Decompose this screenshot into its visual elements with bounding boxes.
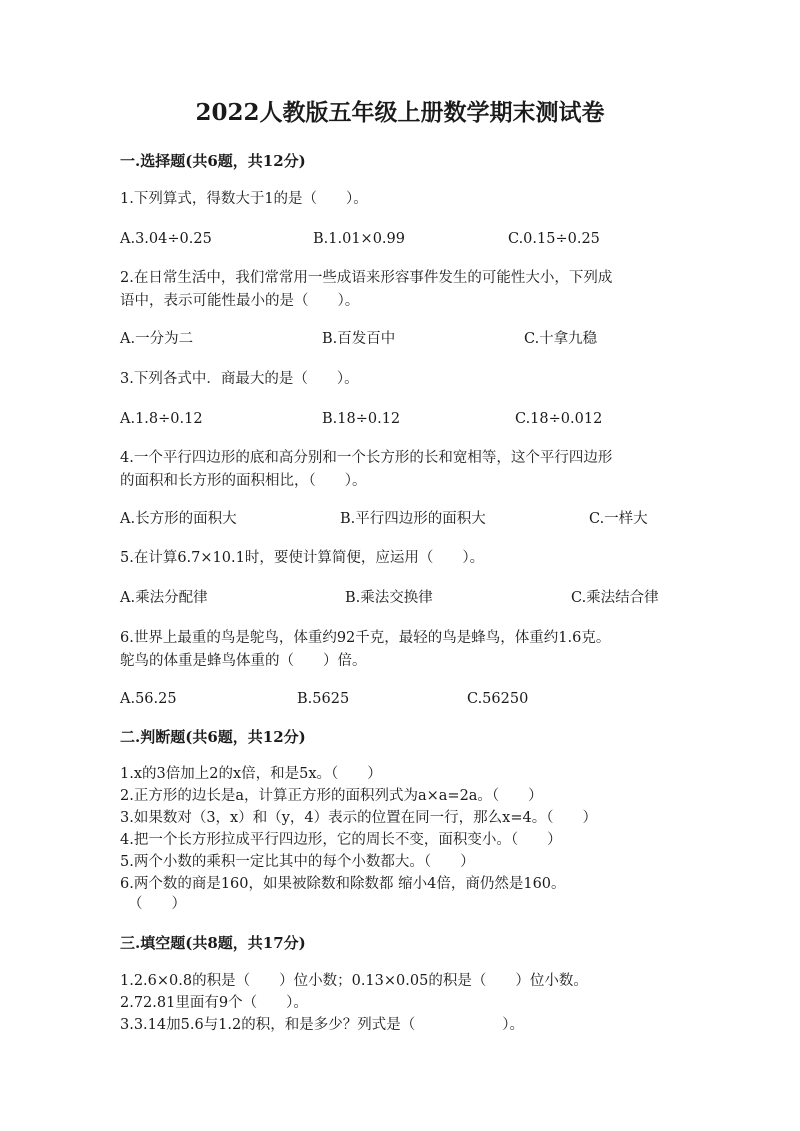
question-text: 6.世界上最重的鸟是鸵鸟，体重约92千克，最轻的鸟是蜂鸟，体重约1.6克。 [120, 630, 611, 646]
option-b: B.1.01×0.99 [313, 231, 405, 247]
option-b: B.乘法交换律 [345, 590, 433, 606]
question-text: 2.在日常生活中，我们常常用一些成语来形容事件发生的可能性大小，下列成 [120, 270, 613, 286]
section-heading-judgement: 二.判断题(共6题，共12分) [120, 728, 306, 746]
fill-blank-item: 3.3.14加5.6与1.2的积，和是多少？列式是（ ）。 [120, 1017, 524, 1033]
judgement-item: 4.把一个长方形拉成平行四边形，它的周长不变，面积变小。（ ） [120, 832, 562, 848]
question-text: 鸵鸟的体重是蜂鸟体重的（ ）倍。 [120, 653, 367, 669]
option-a: A.乘法分配律 [120, 590, 208, 606]
option-c: C.一样大 [589, 511, 648, 527]
section-heading-choice: 一.选择题(共6题，共12分) [120, 152, 306, 170]
option-c: C.18÷0.012 [515, 411, 603, 427]
option-b: B.百发百中 [322, 331, 396, 347]
question-text: 3.下列各式中．商最大的是（ ）。 [120, 371, 359, 387]
question-text: 4.一个平行四边形的底和高分别和一个长方形的长和宽相等，这个平行四边形 [120, 450, 613, 466]
option-a: A.一分为二 [120, 331, 194, 347]
question-text: 1.下列算式，得数大于1的是（ ）。 [120, 191, 368, 207]
option-c: C.56250 [467, 691, 529, 707]
option-a: A.56.25 [120, 691, 177, 707]
judgement-item: （ ） [128, 896, 186, 912]
option-b: B.平行四边形的面积大 [340, 511, 486, 527]
option-a: A.长方形的面积大 [120, 511, 237, 527]
question-text: 语中，表示可能性最小的是（ ）。 [120, 293, 360, 309]
judgement-item: 2.正方形的边长是a，计算正方形的面积列式为a×a=2a。（ ） [120, 788, 543, 804]
option-a: A.1.8÷0.12 [120, 411, 203, 427]
judgement-item: 1.x的3倍加上2的x倍，和是5x。（ ） [120, 766, 382, 782]
option-a: A.3.04÷0.25 [120, 231, 212, 247]
option-c: C.乘法结合律 [571, 590, 659, 606]
judgement-item: 6.两个数的商是160，如果被除数和除数都 缩小4倍，商仍然是160。 [120, 876, 566, 892]
judgement-item: 5.两个小数的乘积一定比其中的每个小数都大。（ ） [120, 854, 475, 870]
fill-blank-item: 2.72.81里面有9个（ ）。 [120, 995, 308, 1011]
option-c: C.0.15÷0.25 [508, 231, 600, 247]
option-b: B.18÷0.12 [322, 411, 401, 427]
page-title: 2022人教版五年级上册数学期末测试卷 [195, 99, 605, 126]
judgement-item: 3.如果数对（3，x）和（y，4）表示的位置在同一行，那么x=4。（ ） [120, 810, 597, 826]
section-heading-fill-blank: 三.填空题(共8题，共17分) [120, 934, 306, 952]
question-text: 5.在计算6.7×10.1时，要使计算简便，应运用（ ）。 [120, 550, 485, 566]
option-b: B.5625 [297, 691, 350, 707]
fill-blank-item: 1.2.6×0.8的积是（ ）位小数；0.13×0.05的积是（ ）位小数。 [120, 973, 588, 989]
option-c: C.十拿九稳 [524, 331, 598, 347]
question-text: 的面积和长方形的面积相比，（ ）。 [120, 473, 367, 489]
